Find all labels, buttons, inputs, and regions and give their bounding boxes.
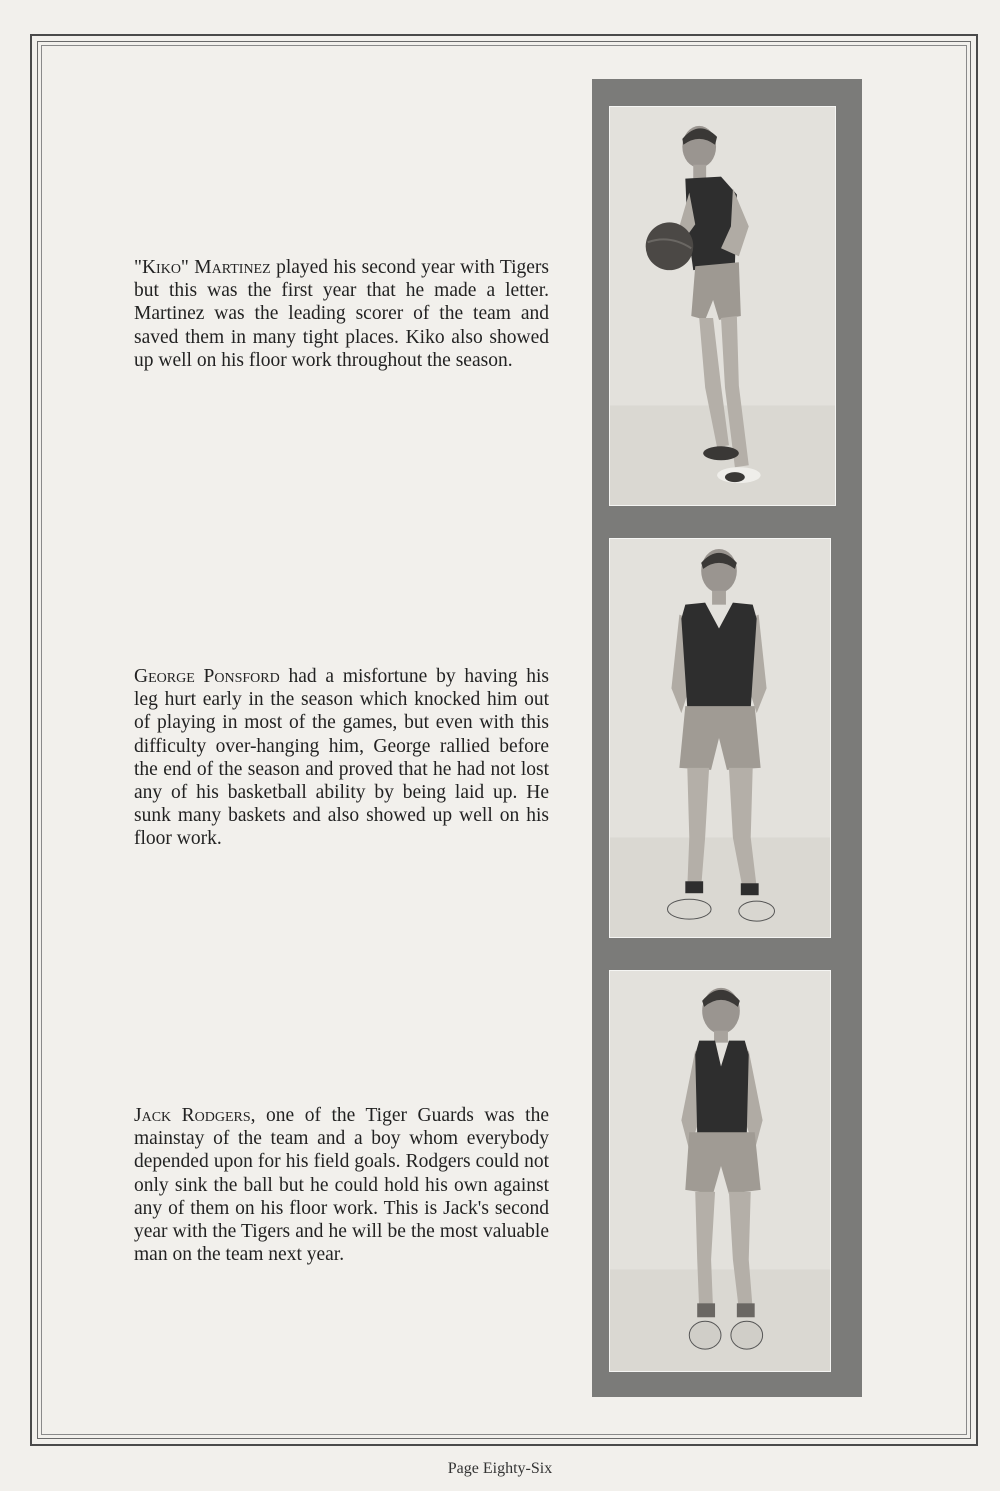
photo-ponsford [609, 538, 831, 938]
bio-rodgers [134, 1104, 549, 1266]
bio-text: , one of the Tiger Guards was the mainstay of the team and a boy whom everybody depended upon for his field goals. Rodgers could not only sink the ball but he could hold his own against any of them on his floor work. This is Jack's second year with the Tigers and he will be the most valuable man on the team next year. [134, 1105, 549, 1266]
bio-ponsford [134, 665, 549, 851]
bio-name: "Kiko" Martinez [134, 257, 271, 278]
bio-name: George Ponsford [134, 666, 280, 687]
bio-text: had a misfortune by having his leg hurt early in the season which knocked him out of playing in most of the games, but even with this difficulty over-hanging him, George rallied before the end of the season and proved that he had not lost any of his basketball ability by being laid up. He sunk many baskets and also showed up well on his floor work. [134, 666, 549, 850]
photo-martinez [609, 106, 836, 506]
photo-rodgers [609, 970, 831, 1372]
player-figure-icon [610, 971, 830, 1371]
player-figure-icon [610, 539, 830, 937]
page-number: Page Eighty-Six [447, 1460, 553, 1477]
player-figure-icon [610, 107, 835, 505]
bio-text: played his second year with Tigers but this was the first year that he made a letter. Martinez was the leading scorer of the team and saved them in many tight places. Kiko also showed up well on his floor work throughout the season. [134, 257, 549, 371]
bio-name: Jack Rodgers [134, 1105, 251, 1126]
photo-panel [592, 79, 862, 1397]
bio-martinez [134, 256, 549, 372]
